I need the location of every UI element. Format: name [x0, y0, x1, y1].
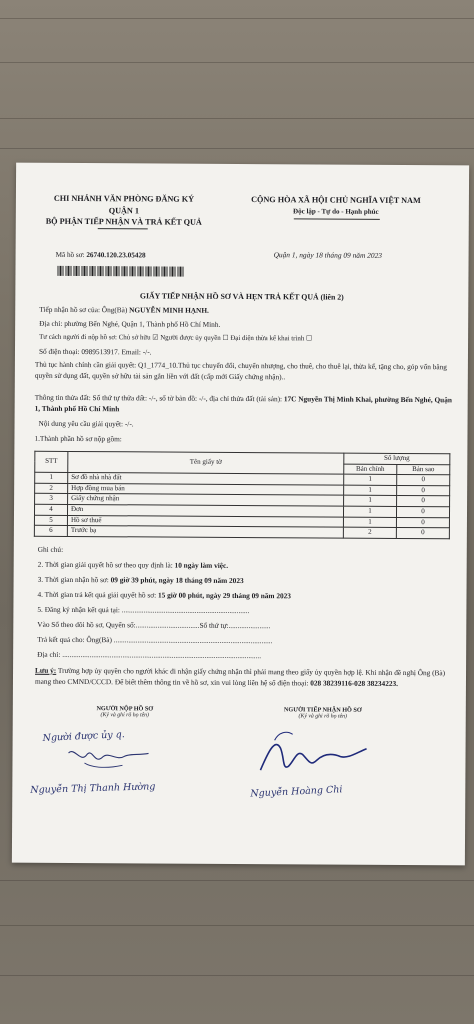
documents-table [34, 451, 451, 539]
row-stt: 5 [34, 515, 67, 526]
row-original: 1 [344, 474, 397, 485]
row-original: 1 [344, 496, 397, 507]
table-row [34, 525, 449, 538]
row-original: 2 [343, 527, 396, 538]
notice-text: Trường hợp ủy quyền cho người khác đi nhận giấy chứng nhận thì phải mang theo giấy ủy quyền hợp lệ. Khi nhận đề nghị Ông (Bà) mang theo CMND/CCCD. Để biết thêm thông tin về hồ sơ, xin vui lòng liên hệ số điện thoại: [34, 665, 446, 687]
request-line: Nội dung yêu cầu giải quyết: -/-. [38, 418, 134, 429]
processing-time [38, 560, 228, 570]
processing-time-label: 2. Thời gian giải quyết hồ sơ theo quy định là: [37, 559, 175, 570]
receiver-prefix: Tiếp nhận hồ sơ của: Ông(Bà) [39, 304, 130, 315]
return-to: Trả kết quả cho: Ông(Bà) ....................................................................................... [37, 634, 273, 646]
row-copy: 0 [396, 517, 449, 528]
phone-line: Số điện thoại: 0989513917. Email: -/-. [38, 346, 152, 357]
book-number: Vào Sổ theo dõi hồ sơ, Quyển số:...................................Số thứ tự:....................... [37, 619, 271, 631]
national-title: CỘNG HÒA XÃ HỘI CHỦ NGHĨA VIỆT NAM [251, 195, 421, 206]
row-stt: 2 [35, 483, 68, 494]
row-copy: 0 [397, 475, 450, 486]
row-stt: 4 [34, 504, 67, 515]
row-name: Hợp đồng mua bán [68, 483, 344, 495]
notice-phones: 028 38239116-028 38234223. [310, 677, 399, 688]
record-code-value: 26740.120.23.05428 [86, 251, 146, 260]
row-stt: 6 [34, 525, 67, 536]
result-time-label: 4. Thời gian trả kết quả giải quyết hồ sơ: [37, 589, 158, 600]
note-label: Ghi chú: [37, 544, 64, 554]
row-name: Đơn [67, 504, 343, 516]
national-motto: Độc lập - Tự do - Hạnh phúc [293, 206, 379, 216]
procedure-text: Thủ tục hành chính cần giải quyết: Q1_1774_10.Thủ tục chuyển đổi, chuyển nhượng, cho thuê, cho thuê lại, thừa kế, tặng cho, góp vốn bằng quyền sử dụng đất, quyền sở hữu tài sản gắn liền với đất (cấp mới Giấy chứng nhận).. [34, 359, 447, 381]
components-heading: 1.Thành phần hồ sơ nộp gồm: [34, 433, 122, 444]
row-stt: 1 [35, 472, 68, 483]
receiver-signature-hint: (Ký và ghi rõ họ tên) [298, 713, 348, 720]
row-name: Giấy chứng nhận [68, 494, 344, 506]
notice-block [35, 666, 451, 690]
sender-written-name: Nguyễn Thị Thanh Hường [30, 781, 156, 796]
sender-handwritten-note: Người được ủy q. [42, 729, 126, 744]
row-name: Trước bạ [67, 526, 343, 538]
received-time-value: 09 giờ 39 phút, ngày 18 tháng 09 năm 2023 [110, 575, 244, 586]
receiver-signature [252, 726, 372, 787]
received-time [38, 575, 244, 585]
agency-line-2: QUẬN 1 [108, 205, 140, 215]
receiver-signature-label [233, 706, 413, 720]
land-info-address: 17C Nguyễn Thị Minh Khai, phường Bến Nghé, Quận 1, Thành phố Hồ Chí Minh [34, 394, 452, 413]
row-original: 1 [343, 517, 396, 528]
document-title: GIẤY TIẾP NHẬN HỒ SƠ VÀ HẸN TRẢ KẾT QUẢ (liên 2) [139, 291, 344, 302]
receiver-written-name: Nguyễn Hoàng Chi [250, 784, 343, 800]
sender-signature-title: NGƯỜI NỘP HỒ SƠ [96, 705, 154, 713]
address-line: Địa chỉ: phường Bến Nghé, Quận 1, Thành phố Hồ Chí Minh. [39, 318, 221, 329]
processing-time-value: 10 ngày làm việc. [174, 560, 229, 570]
receiver-name: NGUYỄN MINH HẠNH. [129, 305, 209, 315]
notice-label: Lưu ý: [35, 665, 57, 675]
sender-signature-hint: (Ký và ghi rõ họ tên) [100, 712, 150, 719]
row-copy: 0 [396, 506, 449, 517]
row-original: 1 [343, 506, 396, 517]
receiver-line [39, 305, 209, 315]
receiver-signature-title: NGƯỜI TIẾP NHẬN HỒ SƠ [283, 706, 362, 714]
national-header [216, 194, 456, 218]
land-info-prefix: Thông tin thửa đất: Số thứ tự thửa đất: -/-, số tờ bản đồ: -/-, địa chỉ thửa đất (tài sản): [34, 392, 284, 404]
result-time [37, 590, 291, 601]
row-original: 1 [344, 485, 397, 496]
land-info [35, 393, 455, 417]
received-time-label: 3. Thời gian nhận hồ sơ: [37, 574, 111, 585]
header-divider-right [294, 218, 380, 220]
record-code-label: Mã hồ sơ: [55, 250, 85, 260]
col-header-quantity: Số lượng [344, 453, 450, 464]
col-header-original: Bản chính [344, 464, 397, 475]
col-header-name: Tên giấy tờ [68, 451, 344, 474]
row-copy: 0 [396, 528, 449, 539]
sender-signature [64, 743, 154, 774]
agency-line-1: CHI NHÁNH VĂN PHÒNG ĐĂNG KÝ [53, 193, 195, 204]
barcode [57, 266, 185, 277]
row-copy: 0 [397, 496, 450, 507]
return-address: Địa chỉ: ............................................................................................................. [37, 649, 262, 661]
agency-header [34, 193, 214, 229]
header-divider-left [98, 228, 148, 229]
pickup-location: 5. Đăng ký nhận kết quả tại: ...................................................................... [37, 604, 250, 616]
row-copy: 0 [397, 485, 450, 496]
result-time-value: 15 giờ 00 phút, ngày 29 tháng 09 năm 2023 [157, 590, 291, 601]
issue-date: Quận 1, ngày 18 tháng 09 năm 2023 [273, 250, 383, 260]
document-paper [12, 163, 469, 866]
col-header-copy: Bản sao [397, 464, 450, 475]
agency-line-3: BỘ PHẬN TIẾP NHẬN VÀ TRẢ KẾT QUẢ [45, 216, 202, 227]
col-header-stt: STT [35, 451, 68, 472]
record-code [56, 251, 146, 260]
row-stt: 3 [35, 494, 68, 505]
capacity-line: Tư cách người đi nộp hồ sơ: Chủ sở hữu ☑ Người được ủy quyền ☐ Đại diện thừa kế khai trình ☐ [39, 333, 313, 343]
sender-signature-label [35, 705, 215, 719]
row-name: Sơ đồ nhà nhà đất [68, 473, 344, 485]
row-name: Hồ sơ thuế [67, 515, 343, 527]
